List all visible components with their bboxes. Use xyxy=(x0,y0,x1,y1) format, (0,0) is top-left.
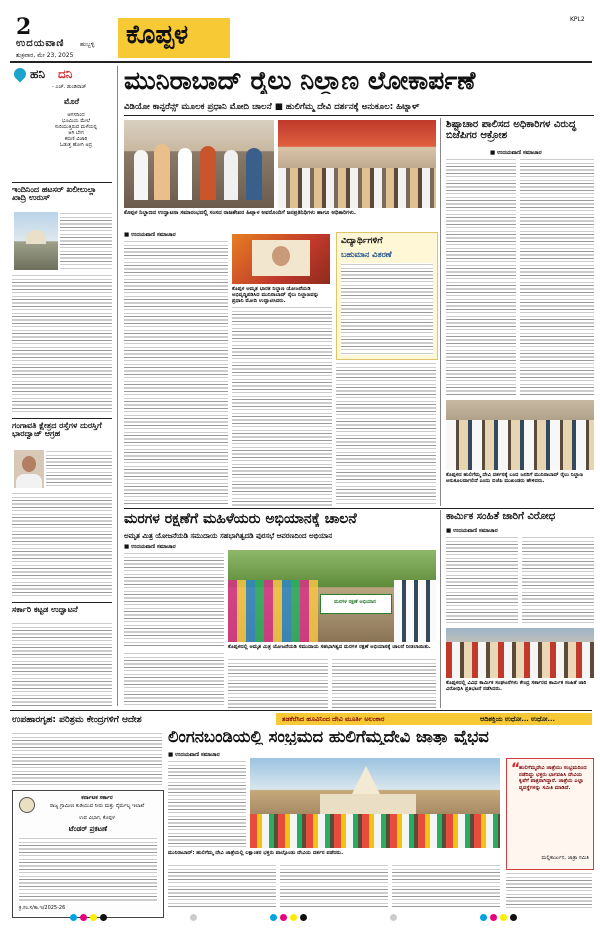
masthead xyxy=(0,0,600,62)
banner-text: ಮರಗಳ ರಕ್ಷಣೆ ಅಭಿಯಾನ xyxy=(334,599,376,605)
emblem-icon xyxy=(19,797,35,813)
notice-line3: ಉಪ ವಿಭಾಗ, ಕೊಪ್ಪಳ xyxy=(79,815,115,821)
registration-mark xyxy=(390,914,397,921)
strip-label: ತಡಕೆರೆಸಿದ ಹೂವಿನಿಂದ ದೇವಿ ಮೂರ್ತಿ ಅಲಂಕಾರ xyxy=(282,715,385,723)
page-code: KPL2 xyxy=(570,16,585,23)
person-shape xyxy=(224,150,238,200)
body-text xyxy=(280,864,388,908)
crowd-shape xyxy=(278,168,436,208)
edition: ಹುಬ್ಬಳ್ಳಿ xyxy=(80,41,95,48)
body-text xyxy=(12,622,112,708)
registration-mark xyxy=(90,914,97,921)
hanidani-author: - ಎಚ್. ಡುಂಡಿರಾಜ್ xyxy=(52,84,87,90)
protest-photo xyxy=(446,628,594,678)
story-roads-headline: ಗಂಗಾವತಿ ಕ್ಷೇತ್ರದ ರಸ್ತೆಗಳ ದುರಸ್ತಿಗೆ ಭಾರದ್ವಾಜ್ ಆಗ್ರಹ xyxy=(12,421,102,439)
body-text xyxy=(341,263,433,355)
audience-photo xyxy=(278,120,436,208)
page-number: 2 xyxy=(16,14,32,40)
body-text xyxy=(46,450,112,488)
body-text xyxy=(332,658,436,708)
hanidani-box xyxy=(12,66,112,176)
byline: ■ ಉದಯವಾಣಿ ಸಮಾಚಾರ xyxy=(124,232,176,238)
body-text xyxy=(124,652,224,708)
body-text xyxy=(522,536,594,624)
worker-headline: ಕಾರ್ಮಿಕ ಸಂಹಿತೆ ಜಾರಿಗೆ ವಿರೋಧ xyxy=(446,511,556,522)
body-text xyxy=(506,872,592,908)
masthead-rule xyxy=(10,61,592,63)
crowd-shape xyxy=(228,580,318,642)
inauguration-photo xyxy=(124,120,274,208)
registration-mark xyxy=(190,914,197,921)
video-conference-photo xyxy=(232,234,330,284)
crowd-shape xyxy=(394,580,436,642)
body-text xyxy=(12,492,112,598)
column-separator xyxy=(440,118,441,506)
left-bottom-headline: ಉಪಹಾರಗೃಹ: ಪರಿಶ್ರಮ ಕೇಂದ್ರಗಳಿಗೆ ಆದೇಶ xyxy=(12,715,142,725)
body-text xyxy=(60,212,112,270)
crowd-shape xyxy=(250,814,500,848)
story-urus-headline: ಇಂದಿನಿಂದ ಹಟಸರ್ ಖಲೀಲುಲ್ಲಾ ಖಾದ್ರಿ ಉರುಸ್ xyxy=(12,185,97,203)
face-shape xyxy=(22,456,36,472)
bjp-photo xyxy=(446,400,594,470)
issue-date: ಶುಕ್ರವಾರ, ಮೇ 23, 2025 xyxy=(16,52,74,59)
body-text xyxy=(228,658,328,708)
main-headline: ಮುನಿರಾಬಾದ್ ರೈಲು ನಿಲ್ದಾಣ ಲೋಕಾರ್ಪಣೆ xyxy=(124,68,476,95)
divider xyxy=(12,182,112,183)
paper-name: ಉದಯವಾಣಿ xyxy=(16,38,65,49)
main-subhead: ವಿಡಿಯೋ ಕಾನ್ಫರೆನ್ಸ್ ಮೂಲಕ ಪ್ರಧಾನಿ ಮೋದಿ ಚಾಲನೆ ■ ಹುಲಿಗೆಮ್ಮ ದೇವಿ ದರ್ಶನಕ್ಕೆ ಅನುಕೂಲ: ಹಿಟ್ನಾಳ್ xyxy=(124,102,420,112)
registration-mark xyxy=(270,914,277,921)
person-shape xyxy=(154,144,170,200)
body-text xyxy=(446,536,518,624)
body-text xyxy=(19,837,157,901)
registration-mark xyxy=(290,914,297,921)
body-text xyxy=(232,306,332,506)
body-text xyxy=(124,240,228,506)
hanidani-heading: ಮೊರೆ xyxy=(64,97,80,106)
person-shape xyxy=(134,150,148,200)
crowd-shape xyxy=(446,642,594,678)
temple-wall-shape xyxy=(320,794,416,814)
video-caption: ಕೊಪ್ಪಳ ಅಮೃತ ಭಾರತ ನಿಲ್ದಾಣ ಯೋಜನೆಯಡಿ ಅಭಿವೃದ್ಧಿಪಡಿಸಿದ ಮುನಿರಾಬಾದ್ ರೈಲು ನಿಲ್ದಾಣವನ್ನು ಪ್ರಧಾನಿ ಮೋದಿ ಉದ್ಘಾಟಿಸಿದರು. xyxy=(232,286,319,305)
body-text xyxy=(336,362,436,506)
body-text xyxy=(168,760,246,848)
registration-mark xyxy=(480,914,487,921)
divider xyxy=(124,115,594,116)
drop-icon xyxy=(12,66,29,83)
tender-notice xyxy=(12,790,164,918)
action-byline: ■ ಉದಯವಾಣಿ ಸಮಾಚಾರ xyxy=(490,150,542,156)
tree-headline: ಮರಗಳ ರಕ್ಷಣೆಗೆ ಮಹಿಳೆಯರು ಅಭಿಯಾನಕ್ಕೆ ಚಾಲನೆ xyxy=(124,512,357,527)
story-building-headline: ಸರ್ಕಾರಿ ಕಟ್ಟಡ ಉದ್ಘಾಟನೆ xyxy=(12,605,78,614)
students-kicker: ವಿದ್ಯಾರ್ಥಿಗಳಿಗೆ xyxy=(341,236,383,246)
worker-caption: ಕೊಪ್ಪಳದಲ್ಲಿ ವಿವಿಧ ಕಾರ್ಮಿಕ ಸಂಘಟನೆಗಳು ಕೇಂದ್ರ ಸರ್ಕಾರದ ಕಾರ್ಮಿಕ ಸಂಹಿತೆ ಜಾರಿ ವಿರೋಧಿಸಿ ಪ್ರತಿಭಟನೆ ನಡೆಸಿದರು. xyxy=(446,680,587,693)
dome-shape xyxy=(26,230,46,244)
registration-mark xyxy=(80,914,87,921)
divider xyxy=(12,602,112,603)
strip-right: ಆದಿಶಕ್ತಿಯ ಉಧೋ... ಉಧೋ... xyxy=(480,715,555,723)
worker-byline: ■ ಉದಯವಾಣಿ ಸಮಾಚಾರ xyxy=(446,528,498,534)
crowd-shape xyxy=(446,420,594,470)
notice-line1: ಕರ್ನಾಟಕ ಸರ್ಕಾರ xyxy=(81,795,113,801)
temple-caption: ಮುನಿರಾಬಾದ್: ಹುಲಿಗೆಮ್ಮ ದೇವಿ ಜಾತ್ರೆಯಲ್ಲಿ ಲಕ್ಷಾಂತರ ಭಕ್ತರು ಪಾಲ್ಗೊಂಡು ದೇವಿಯ ದರ್ಶನ ಪಡೆದರು. xyxy=(168,850,344,856)
face-shape xyxy=(272,246,290,266)
column-separator xyxy=(117,66,118,706)
registration-mark xyxy=(280,914,287,921)
notice-title: ಟೆಂಡರ್ ಪ್ರಕಟಣೆ xyxy=(68,825,108,833)
temple-headline: ಲಿಂಗನಬಂಡಿಯಲ್ಲಿ ಸಂಭ್ರಮದ ಹುಲಿಗೆಮ್ಮದೇವಿ ಜಾತ್ರಾ ವೈಭವ xyxy=(168,728,489,746)
registration-mark xyxy=(70,914,77,921)
body-text xyxy=(520,158,594,396)
divider xyxy=(124,508,594,509)
person-shape xyxy=(178,148,192,200)
person-shape xyxy=(246,148,262,200)
person-shape xyxy=(200,146,216,200)
quote-author: ಮಲ್ಲಿಕಾರ್ಜುನ, ಜಾತ್ರಾ ಸಮಿತಿ xyxy=(541,855,589,861)
body-text xyxy=(392,864,500,908)
students-title: ಬಹುಮಾನ ವಿತರಣೆ xyxy=(341,250,392,259)
registration-mark xyxy=(500,914,507,921)
women-campaign-photo xyxy=(228,550,436,642)
registration-mark xyxy=(510,914,517,921)
body-text xyxy=(124,552,224,648)
body-text xyxy=(446,158,516,396)
quote-text: ಹುಲಿಗೆಮ್ಮದೇವಿ ಜಾತ್ರೆಯು ಸಂಭ್ರಮದಿಂದ ನಡೆದಿದ್ದು ಭಕ್ತರು ಭಾಗವಹಿಸಿ ದೇವಿಯ ಕೃಪೆಗೆ ಪಾತ್ರರಾಗಿದ್ದಾರೆ. ಜಾತ್ರೆಯ ಎಲ್ಲಾ ವ್ಯವಸ್ಥೆಗಳನ್ನು ಸಮಿತಿ ಮಾಡಿದೆ. xyxy=(519,765,587,791)
section-title: ಕೊಪ್ಪಳ xyxy=(126,20,189,50)
tree-caption: ಕೊಪ್ಪಳದಲ್ಲಿ ಅಮೃತ ಮಿತ್ರ ಯೋಜನೆಯಡಿ ಸಮುದಾಯ ಸಹಭಾಗಿತ್ವದ ಮರಗಳ ರಕ್ಷಣೆ ಅಭಿಯಾನಕ್ಕೆ ಚಾಲನೆ ನೀಡಲಾಯಿತು. xyxy=(228,644,431,650)
hanidani-poem: ಆಗಸದಿಂದ ಭೂಮಿಯ ಮೇಲೆ ಸುರಿಯುತ್ತಿರುವ ಮಳೆಯನ್ನ ಆಗಿ ಬೇಗ ಕರುಣಿ ವಿಜಾರಿ ಓಡುತ್ತ ಹೋಗಿ ಅದ್ರ xyxy=(54,112,98,148)
shirt-shape xyxy=(16,474,42,488)
mosque-photo xyxy=(14,212,58,270)
action-headline: ಶಿಷ್ಟಾಚಾರ ಪಾಲಿಸದ ಅಧಿಕಾರಿಗಳ ವಿರುದ್ಧ ಬಿಜೆಪಿಗರ ಆಕ್ರೋಶ xyxy=(446,119,577,141)
portrait-photo xyxy=(14,450,44,488)
column-separator xyxy=(440,510,441,708)
body-text xyxy=(168,864,276,908)
registration-mark xyxy=(300,914,307,921)
students-box xyxy=(336,232,438,360)
registration-mark xyxy=(490,914,497,921)
notice-footer: ಕ್ರ.ಸಂ.ಸ/ಕಾ.ಇ/2025-26 xyxy=(19,905,66,911)
temple-byline: ■ ಉದಯವಾಣಿ ಸಮಾಚಾರ xyxy=(168,752,220,758)
hanidani-title-b: ದನಿ xyxy=(58,67,73,81)
quote-box xyxy=(506,758,594,870)
divider xyxy=(12,418,112,419)
quote-icon: “ xyxy=(511,761,521,777)
temple-photo xyxy=(250,758,500,848)
tree-subhead: ಅಮೃತ ಮಿತ್ರ ಯೋಜನೆಯಡಿ ಸಮುದಾಯ ಸಹಭಾಗಿತ್ವದಡಿ ಪುರಸಭೆ ಆವರಣದಿಂದ ಅಭಿಯಾನ xyxy=(124,532,333,540)
tree-byline: ■ ಉದಯವಾಣಿ ಸಮಾಚಾರ xyxy=(124,544,176,550)
registration-mark xyxy=(100,914,107,921)
main-caption: ಕೊಪ್ಪಳ ನಿಲ್ದಾಣದ ಉದ್ಘಾಟನಾ ಸಮಾರಂಭದಲ್ಲಿ ಸಂಸದ ರಾಜಶೇಖರ ಹಿಟ್ನಾಳ ಅವರೊಂದಿಗೆ ಜನಪ್ರತಿನಿಧಿಗಳು ಹಾಗೂ ಅಧಿಕಾರಿಗಳು. xyxy=(124,210,357,216)
notice-line2: ರಾಜ್ಯ ಗ್ರಾಮೀಣ ಕುಡಿಯುವ ನೀರು ಮತ್ತು ನೈರ್ಮಲ್ಯ ಇಲಾಖೆ xyxy=(49,803,145,809)
body-text xyxy=(12,732,162,786)
bjp-caption: ಕೊಪ್ಪಳದ ಹುಲಿಗೆಮ್ಮ ದೇವಿ ದರ್ಶನಕ್ಕೆ ಬಂದ ಜನರಿಗೆ ಮುನಿರಾಬಾದ್ ರೈಲು ನಿಲ್ದಾಣ ಅನುಕೂಲವಾಗಲಿದೆ ಎಂದು ಬಿಜೆಪಿ ಮುಖಂಡರು ಹೇಳಿದರು. xyxy=(446,472,584,485)
hanidani-title-a: ಹನಿ xyxy=(30,67,45,81)
divider xyxy=(10,710,592,711)
color-bar xyxy=(70,914,530,922)
body-text xyxy=(12,274,112,414)
